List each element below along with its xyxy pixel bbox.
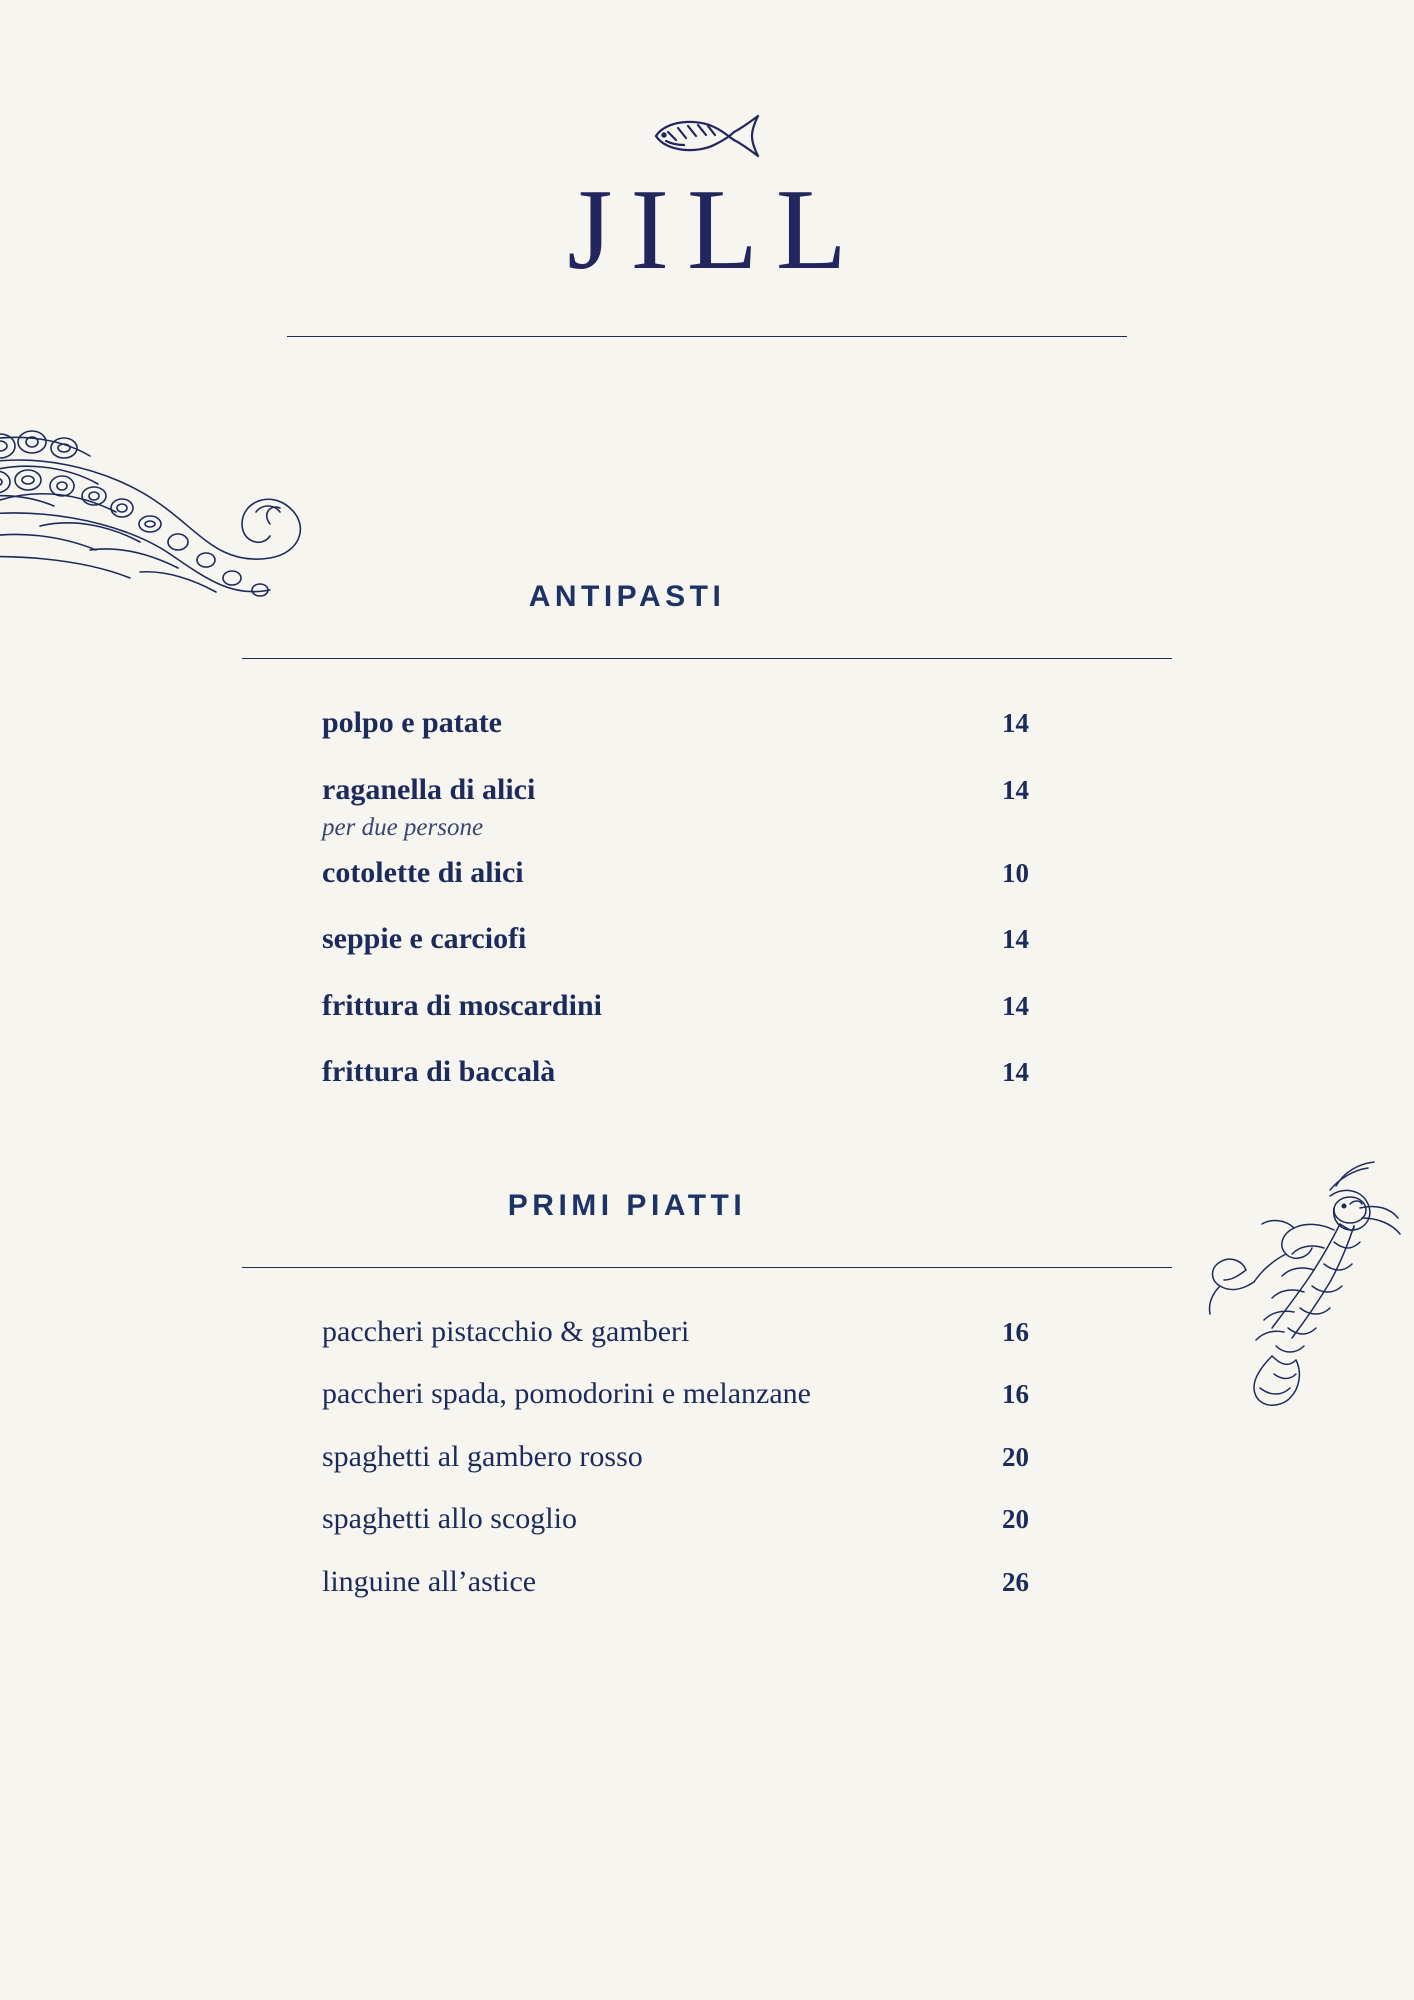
menu-section-primi-piatti [242,1189,1172,1603]
menu-item-text [322,919,956,960]
menu-item-text [322,1562,956,1603]
fish-icon [642,110,772,162]
menu-item-name: linguine all’astice [322,1564,537,1598]
menu-item-list-antipasti [242,659,1122,1093]
menu-body [0,580,1414,1624]
menu-item-name: spaghetti allo scoglio [322,1502,577,1535]
menu-item-name: paccheri pistacchio & gamberi [322,1314,690,1348]
menu-item-price: 14 [1002,774,1029,805]
section-title-primi-piatti: PRIMI PIATTI [507,1188,747,1222]
menu-item [322,1437,1122,1478]
menu-item-note: per due persone [322,814,484,841]
menu-item-price: 14 [1002,1057,1029,1087]
menu-item [322,853,1122,894]
menu-item [322,1374,1122,1415]
header-divider [287,336,1127,337]
menu-item [322,919,1122,960]
menu-item-text [322,770,956,845]
menu-header [0,0,1414,337]
menu-item [322,770,1122,845]
menu-item-text [322,703,956,744]
menu-item-price: 26 [1002,1566,1029,1597]
menu-item-price: 16 [1002,1379,1029,1409]
menu-item-price: 20 [1002,1441,1029,1472]
menu-item-list-primi-piatti [242,1268,1122,1603]
menu-item [322,1499,1122,1540]
menu-item-price: 10 [1002,857,1029,888]
page-title: JILL [567,166,865,294]
menu-item-price: 14 [1002,708,1029,738]
menu-item-text [322,1499,956,1540]
menu-item-name: seppie e carciofi [322,922,527,955]
menu-item-text [322,986,956,1027]
menu-item-text [322,853,956,894]
menu-item [322,1312,1122,1353]
menu-item-name: paccheri spada, pomodorini e melanzane [322,1377,811,1410]
menu-item-text [322,1374,956,1415]
menu-item-price: 16 [1002,1316,1029,1347]
menu-item-price: 14 [1002,924,1029,954]
menu-item [322,986,1122,1027]
menu-item-price: 14 [1002,990,1029,1021]
menu-item-text [322,1312,956,1353]
menu-item [322,703,1122,744]
menu-item-name: spaghetti al gambero rosso [322,1439,643,1473]
menu-item-name: cotolette di alici [322,855,524,889]
menu-item-text [322,1052,956,1093]
menu-item-name: frittura di baccalà [322,1055,556,1088]
menu-item-text [322,1437,956,1478]
menu-item-name: polpo e patate [322,706,502,739]
menu-item-name: frittura di moscardini [322,988,602,1022]
section-title-antipasti: ANTIPASTI [528,580,726,613]
menu-item-name: raganella di alici [322,772,536,806]
menu-item [322,1562,1122,1603]
menu-section-antipasti [242,580,1172,1093]
menu-item-price: 20 [1002,1504,1029,1534]
menu-item [322,1052,1122,1093]
